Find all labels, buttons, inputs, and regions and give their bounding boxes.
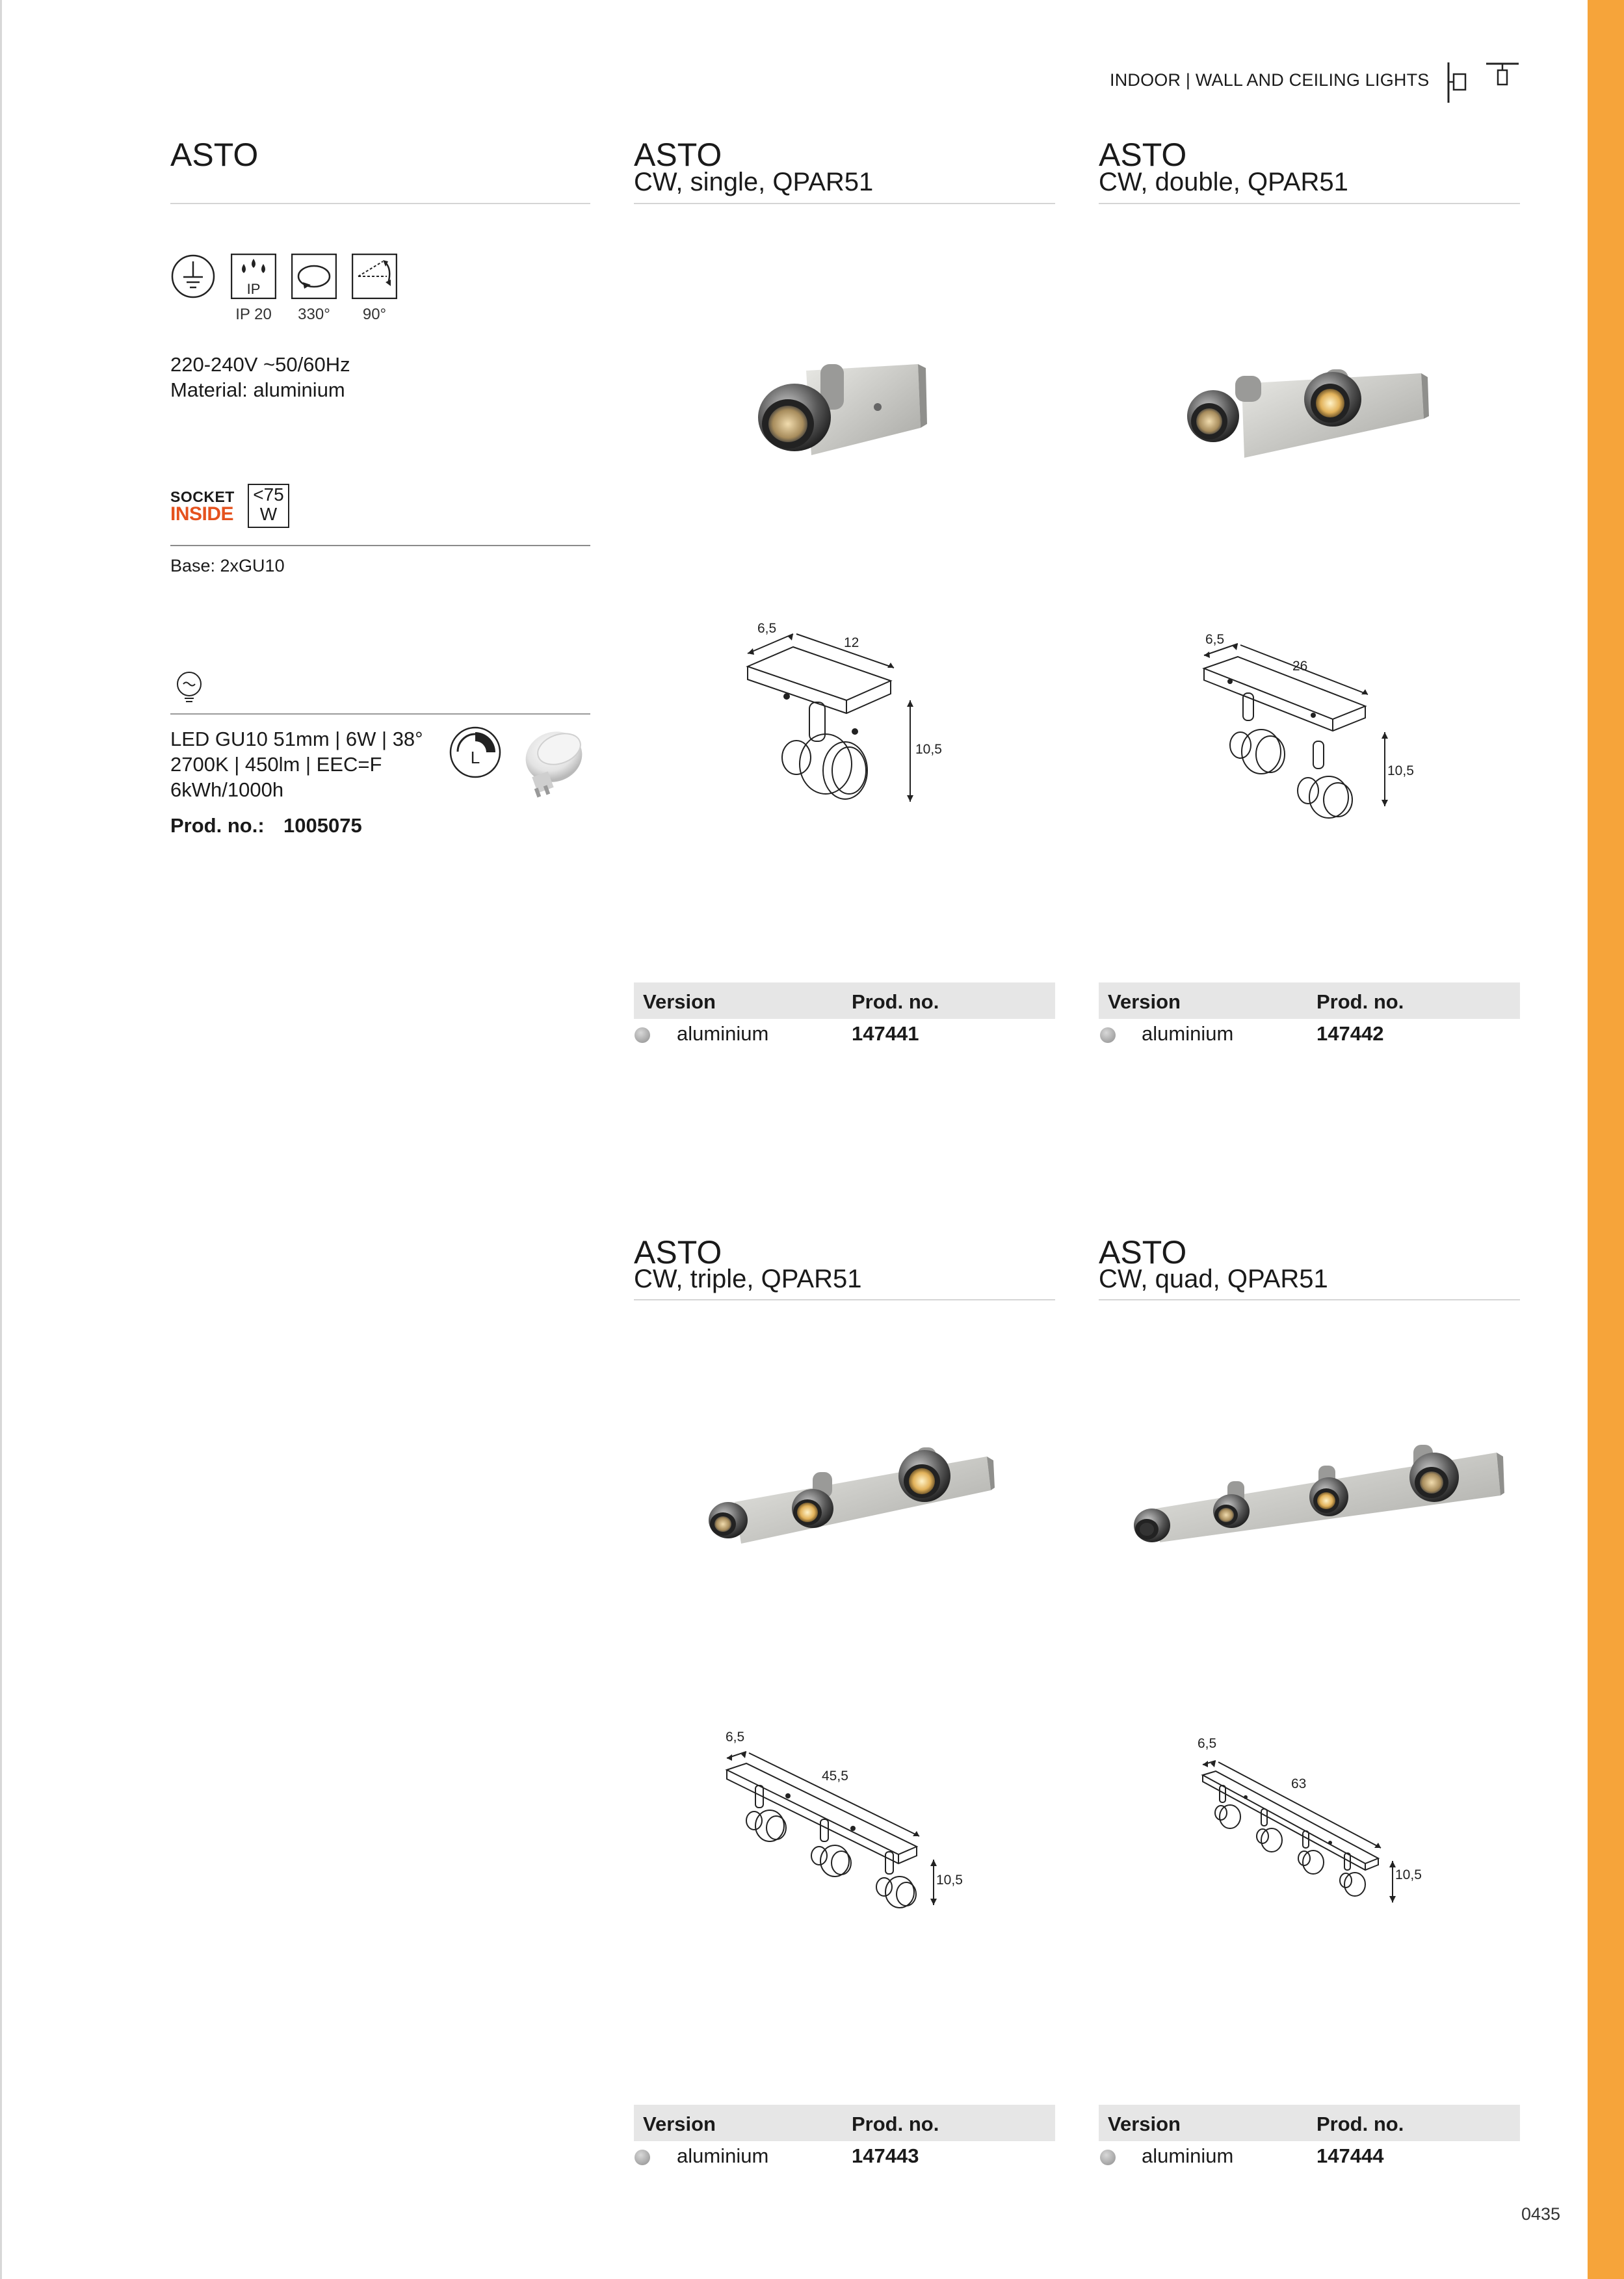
prod-no-label: Prod. no.: <box>170 814 265 837</box>
prod-no-column-header: Prod. no. <box>1316 990 1404 1013</box>
version-table-row <box>634 2142 1055 2170</box>
version-table-row <box>634 1020 1055 1048</box>
product-title: ASTO <box>1099 137 1187 173</box>
prod-no-column-header: Prod. no. <box>1316 2113 1404 2135</box>
dim-length: 26 <box>1292 659 1308 674</box>
tilt-icon <box>352 254 397 299</box>
product-divider <box>634 1299 1055 1300</box>
product-photo-quad <box>1117 1430 1507 1561</box>
version-table-header <box>1099 982 1520 1019</box>
max-wattage-value: <75 <box>253 484 284 505</box>
section-color-bar <box>1588 0 1624 2279</box>
product-subtitle: CW, single, QPAR51 <box>634 168 874 196</box>
dimension-drawing-triple <box>715 1717 975 1931</box>
dim-depth: 6,5 <box>1205 632 1225 647</box>
product-title: ASTO <box>634 1234 722 1271</box>
version-column-header: Version <box>643 990 716 1013</box>
max-wattage-box <box>248 484 289 528</box>
version-value: aluminium <box>1142 2144 1234 2167</box>
dim-depth: 6,5 <box>1198 1736 1217 1751</box>
dim-depth: 6,5 <box>726 1730 745 1745</box>
socket-divider <box>170 545 590 546</box>
dimmer-letter: L <box>470 748 480 767</box>
rotation-label: 330° <box>298 306 330 323</box>
dim-depth: 6,5 <box>757 621 777 636</box>
lamp-spec-line-3: 6kWh/1000h <box>170 778 284 801</box>
product-photo-triple <box>696 1437 1001 1561</box>
socket-inside-logo <box>170 489 233 524</box>
material-text: Material: aluminium <box>170 378 345 401</box>
lamp-spec-line-2: 2700K | 450lm | EEC=F <box>170 753 382 776</box>
rotation-icon <box>291 254 337 299</box>
socket-logo-bottom: INSIDE <box>170 503 234 525</box>
lamp-divider <box>170 713 590 715</box>
prod-no-column-header: Prod. no. <box>852 990 939 1013</box>
lamp-bulb-icon <box>174 671 204 705</box>
dimension-drawing-single <box>728 614 962 836</box>
voltage-text: 220-240V ~50/60Hz <box>170 353 350 376</box>
wall-ceiling-lamp-icon <box>1446 57 1524 108</box>
product-subtitle: CW, quad, QPAR51 <box>1099 1265 1328 1293</box>
gu10-led-bulb-image <box>516 723 590 804</box>
prod-no-value: 1005075 <box>283 814 362 837</box>
product-photo-double <box>1183 358 1430 462</box>
socket-logo-top: SOCKET <box>170 488 235 505</box>
version-column-header: Version <box>1108 990 1181 1013</box>
dimension-drawing-quad <box>1183 1723 1430 1931</box>
prod-no-value: 147442 <box>1316 1022 1384 1045</box>
product-divider <box>1099 203 1520 204</box>
title-divider <box>170 203 590 204</box>
version-table-header <box>634 982 1055 1019</box>
section-header: INDOOR | WALL AND CEILING LIGHTS <box>1110 70 1430 90</box>
ip-rating-label: IP 20 <box>235 306 272 323</box>
version-table-row <box>1099 2142 1520 2170</box>
prod-no-value: 147441 <box>852 1022 919 1045</box>
product-divider <box>634 203 1055 204</box>
colour-swatch <box>1100 2150 1116 2165</box>
dim-length: 12 <box>844 635 859 650</box>
protection-class-icon <box>170 254 216 299</box>
dimension-drawing-double <box>1190 624 1424 819</box>
max-wattage-unit: W <box>259 504 278 524</box>
product-photo-single <box>748 351 930 468</box>
prod-no-value: 147443 <box>852 2144 919 2167</box>
page-number: 0435 <box>1521 2204 1561 2224</box>
product-title: ASTO <box>634 137 722 173</box>
dim-length: 45,5 <box>822 1769 848 1784</box>
family-title: ASTO <box>170 137 259 173</box>
version-column-header: Version <box>643 2113 716 2135</box>
lamp-spec-line-1: LED GU10 51mm | 6W | 38° <box>170 728 423 750</box>
colour-swatch <box>635 1027 650 1043</box>
version-value: aluminium <box>677 2144 769 2167</box>
dim-height: 10,5 <box>1395 1867 1422 1882</box>
version-column-header: Version <box>1108 2113 1181 2135</box>
version-value: aluminium <box>677 1022 769 1045</box>
colour-swatch <box>1100 1027 1116 1043</box>
dim-height: 10,5 <box>1387 763 1414 778</box>
prod-no-column-header: Prod. no. <box>852 2113 939 2135</box>
product-divider <box>1099 1299 1520 1300</box>
tilt-label: 90° <box>362 306 387 323</box>
page-edge <box>0 0 2 2279</box>
version-table-header <box>1099 2105 1520 2141</box>
version-value: aluminium <box>1142 1022 1234 1045</box>
product-title: ASTO <box>1099 1234 1187 1271</box>
dimmable-icon <box>449 726 502 779</box>
dim-length: 63 <box>1291 1776 1307 1791</box>
colour-swatch <box>635 2150 650 2165</box>
prod-no-value: 147444 <box>1316 2144 1384 2167</box>
product-subtitle: CW, double, QPAR51 <box>1099 168 1348 196</box>
dim-height: 10,5 <box>915 742 942 757</box>
version-table-row <box>1099 1020 1520 1048</box>
ip-rating-icon <box>231 254 276 299</box>
version-table-header <box>634 2105 1055 2141</box>
base-text: Base: 2xGU10 <box>170 556 285 575</box>
ip-text: IP <box>246 281 261 297</box>
product-subtitle: CW, triple, QPAR51 <box>634 1265 862 1293</box>
dim-height: 10,5 <box>936 1873 963 1888</box>
